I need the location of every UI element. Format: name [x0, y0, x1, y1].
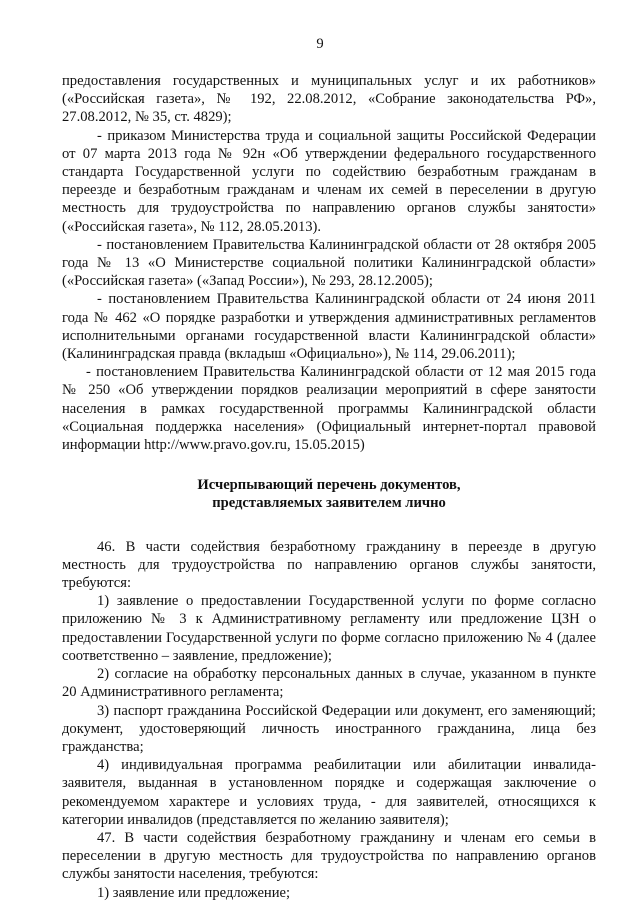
list-item-1-application-short: 1) заявление или предложение;	[97, 884, 291, 901]
section-heading-line-2: представляемых заявителем лично	[212, 495, 446, 512]
document-body	[62, 72, 596, 902]
clause-47: 47. В части содействия безработному гражданину и членам его семьи в переселении в другую местность для трудоустройства по направлению органов службы занятости населения, требуются:	[62, 829, 596, 883]
documents-list	[62, 538, 596, 902]
list-item-2-consent: 2) согласие на обработку персональных данных в случае, указанном в пункте 20 Административного регламента;	[62, 666, 596, 701]
paragraph-resolution-2015: - постановлением Правительства Калининградской области от 12 мая 2015 года № 250 «Об утверждении порядков реализации мероприятий в сфере занятости населения в рамках государственной программы Калининградской области «Социальная поддержка населения» (Официальный интернет-портал правовой информации http://www.pravo.gov.ru, 15.05.2015)	[62, 364, 596, 454]
page-number: 9	[316, 36, 324, 52]
clause-46: 46. В части содействия безработному гражданину в переезде в другую местность для трудоустройства по направлению органов службы занятости, требуются:	[62, 538, 596, 592]
paragraph-resolution-2005: - постановлением Правительства Калининградской области от 28 октября 2005 года № 13 «О Министерстве социальной политики Калининградской области» («Российская газета» («Запад России»), № 293, 28.12.2005);	[62, 236, 596, 290]
list-item-1-application: 1) заявление о предоставлении Государственной услуги по форме согласно приложению № 3 к Административному регламенту или предложение ЦЗН о предоставлении Государственной услуги по форме согласно приложению № 4 (далее соответственно – заявление, предложение);	[62, 593, 596, 664]
section-heading	[62, 476, 596, 512]
legal-basis-list	[62, 72, 596, 454]
paragraph-mintrud-order: - приказом Министерства труда и социальной защиты Российской Федерации от 07 марта 2013 года № 92н «Об утверждении федерального государственного стандарта Государственной услуги по содействию безработным гражданам в переезде и безработным гражданам и членам их семей в переселении в другую местность для трудоустройства по направлению органов службы занятости» («Российская газета», № 112, 28.05.2013).	[62, 127, 596, 235]
paragraph-resolution-2011: - постановлением Правительства Калининградской области от 24 июня 2011 года № 462 «О порядке разработки и утверждения административных регламентов исполнительными органами государственной власти Калининградской области» (Калининградская правда (вкладыш «Официально»), № 114, 29.06.2011);	[62, 291, 596, 363]
list-item-3-passport: 3) паспорт гражданина Российской Федерации или документ, его заменяющий; документ, удостоверяющий личность иностранного гражданина, лица без гражданства;	[62, 702, 596, 755]
section-heading-line-1: Исчерпывающий перечень документов,	[197, 477, 461, 494]
list-item-4-rehabilitation: 4) индивидуальная программа реабилитации или абилитации инвалида-заявителя, выданная в установленном порядке и содержащая заключение о рекомендуемом характере и условиях труда, - для заявителей, относящихся к категории инвалидов (представляется по желанию заявителя);	[62, 757, 596, 828]
paragraph-continuation: предоставления государственных и муниципальных услуг и их работников» («Российская газета», № 192, 22.08.2012, «Собрание законодательства РФ», 27.08.2012, № 35, ст. 4829);	[62, 73, 596, 126]
